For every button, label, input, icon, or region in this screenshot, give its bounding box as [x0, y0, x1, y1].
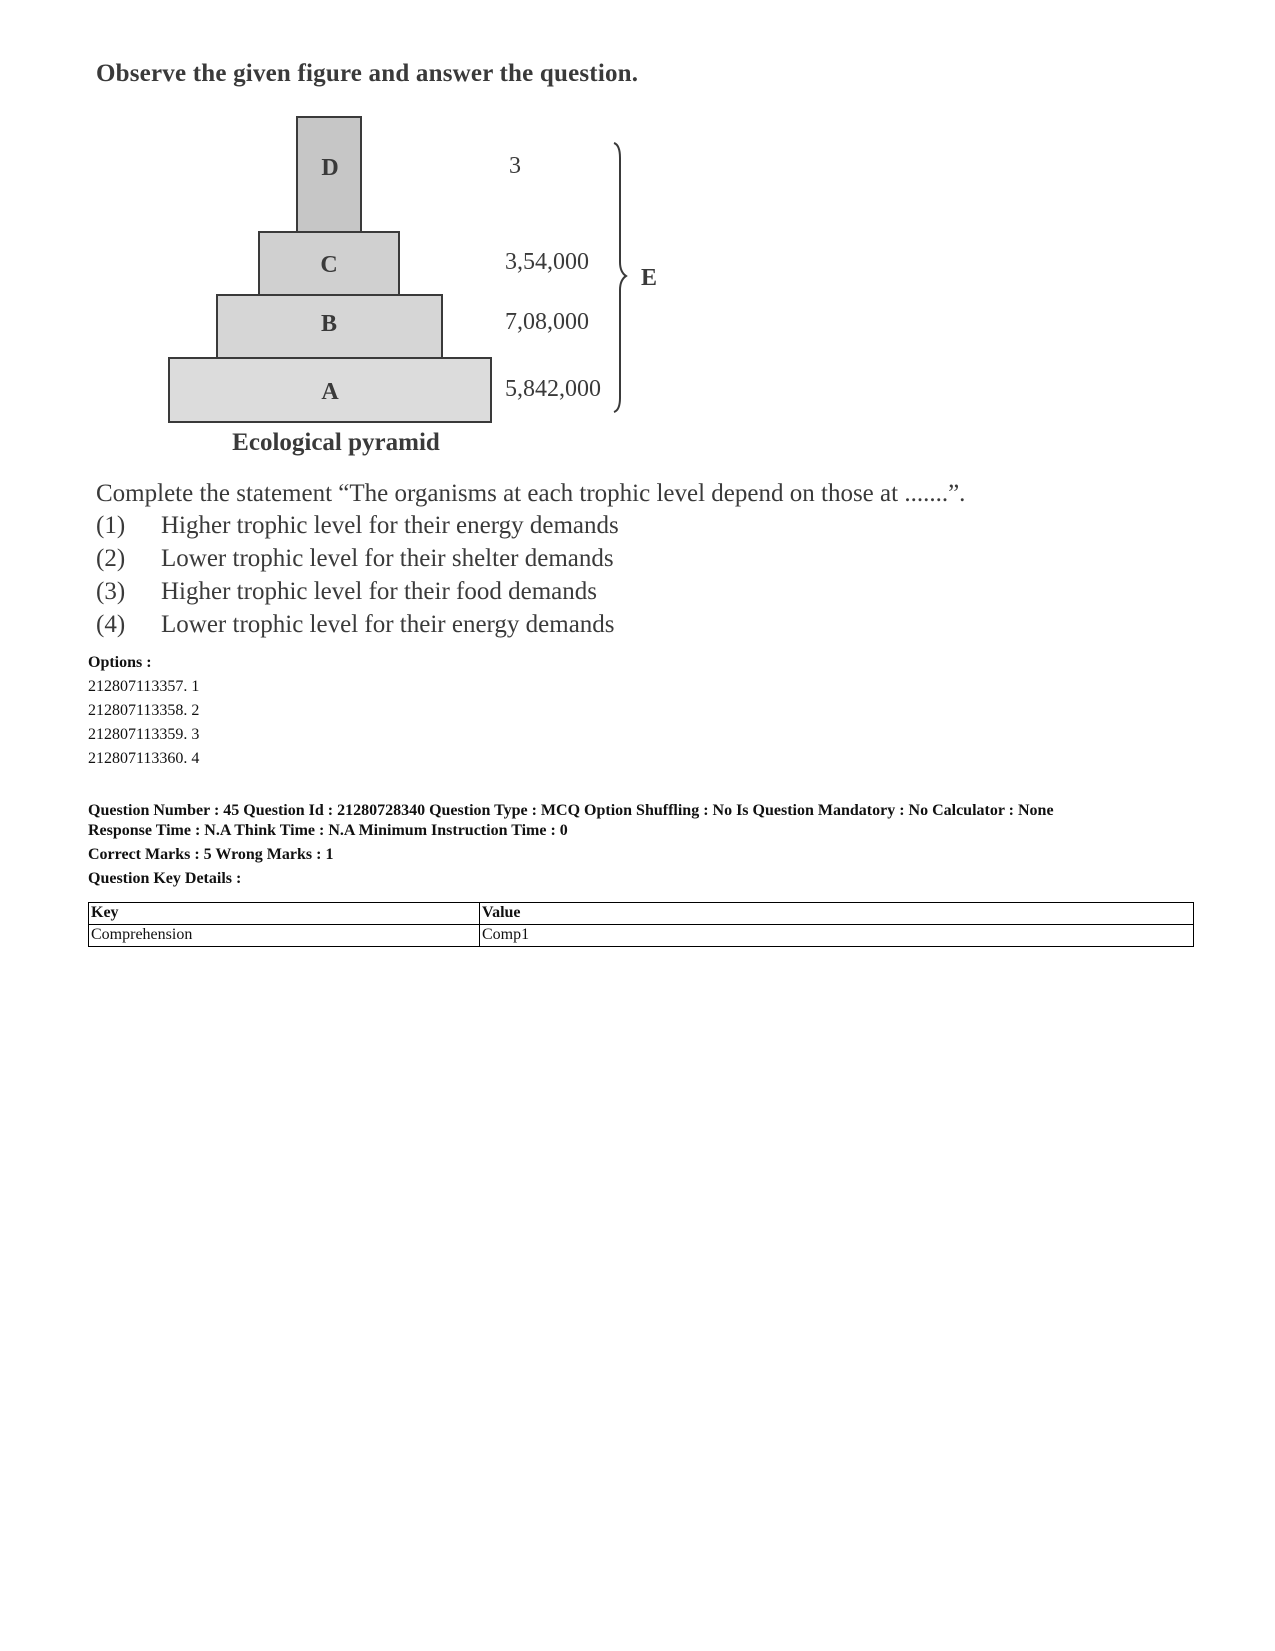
choice-text: Lower trophic level for their shelter demands [161, 545, 614, 572]
choice-text: Higher trophic level for their food demands [161, 578, 597, 605]
question-instruction: Observe the given figure and answer the question. [96, 60, 639, 87]
curly-brace [614, 143, 626, 412]
choice-number: (1) [96, 512, 126, 539]
level-b-value: 7,08,000 [505, 309, 589, 335]
question-meta-line2: Response Time : N.A Think Time : N.A Minimum Instruction Time : 0 [88, 822, 568, 839]
option-item: 212807113357. 1 [88, 678, 200, 695]
bracket-label-e: E [641, 265, 658, 291]
option-item: 212807113359. 3 [88, 726, 200, 743]
level-c-value: 3,54,000 [505, 249, 589, 275]
table-header-value: Value [480, 903, 1194, 925]
level-d-value: 3 [509, 153, 521, 179]
question-meta-line1: Question Number : 45 Question Id : 21280728340 Question Type : MCQ Option Shuffling : No Is Question Mandatory : No Calculator : None [88, 802, 1054, 819]
level-a-value: 5,842,000 [505, 376, 601, 402]
level-c-label: C [320, 252, 338, 278]
question-statement: Complete the statement “The organisms at each trophic level depend on those at .......”. [96, 480, 966, 507]
choice-text: Higher trophic level for their energy demands [161, 512, 619, 539]
ecological-pyramid-figure [0, 0, 1275, 460]
figure-caption: Ecological pyramid [232, 429, 440, 456]
table-cell-key: Comprehension [89, 925, 480, 947]
table-header-key: Key [89, 903, 480, 925]
table-cell-value: Comp1 [480, 925, 1194, 947]
marks-line: Correct Marks : 5 Wrong Marks : 1 [88, 846, 334, 863]
level-a-label: A [321, 379, 339, 405]
option-item: 212807113358. 2 [88, 702, 200, 719]
key-details-heading: Question Key Details : [88, 870, 242, 887]
options-heading: Options : [88, 654, 152, 671]
option-item: 212807113360. 4 [88, 750, 200, 767]
table-header-row [89, 903, 1194, 925]
choice-2 [96, 545, 614, 573]
choice-number: (3) [96, 578, 126, 605]
choice-text: Lower trophic level for their energy demands [161, 611, 615, 638]
level-b-label: B [320, 311, 338, 337]
table-row [89, 925, 1194, 947]
choice-number: (4) [96, 611, 126, 638]
choice-1 [96, 512, 619, 540]
question-key-table [88, 902, 1194, 947]
choice-3 [96, 578, 597, 606]
choice-4 [96, 611, 615, 639]
choice-number: (2) [96, 545, 126, 572]
level-d-label: D [321, 155, 339, 181]
